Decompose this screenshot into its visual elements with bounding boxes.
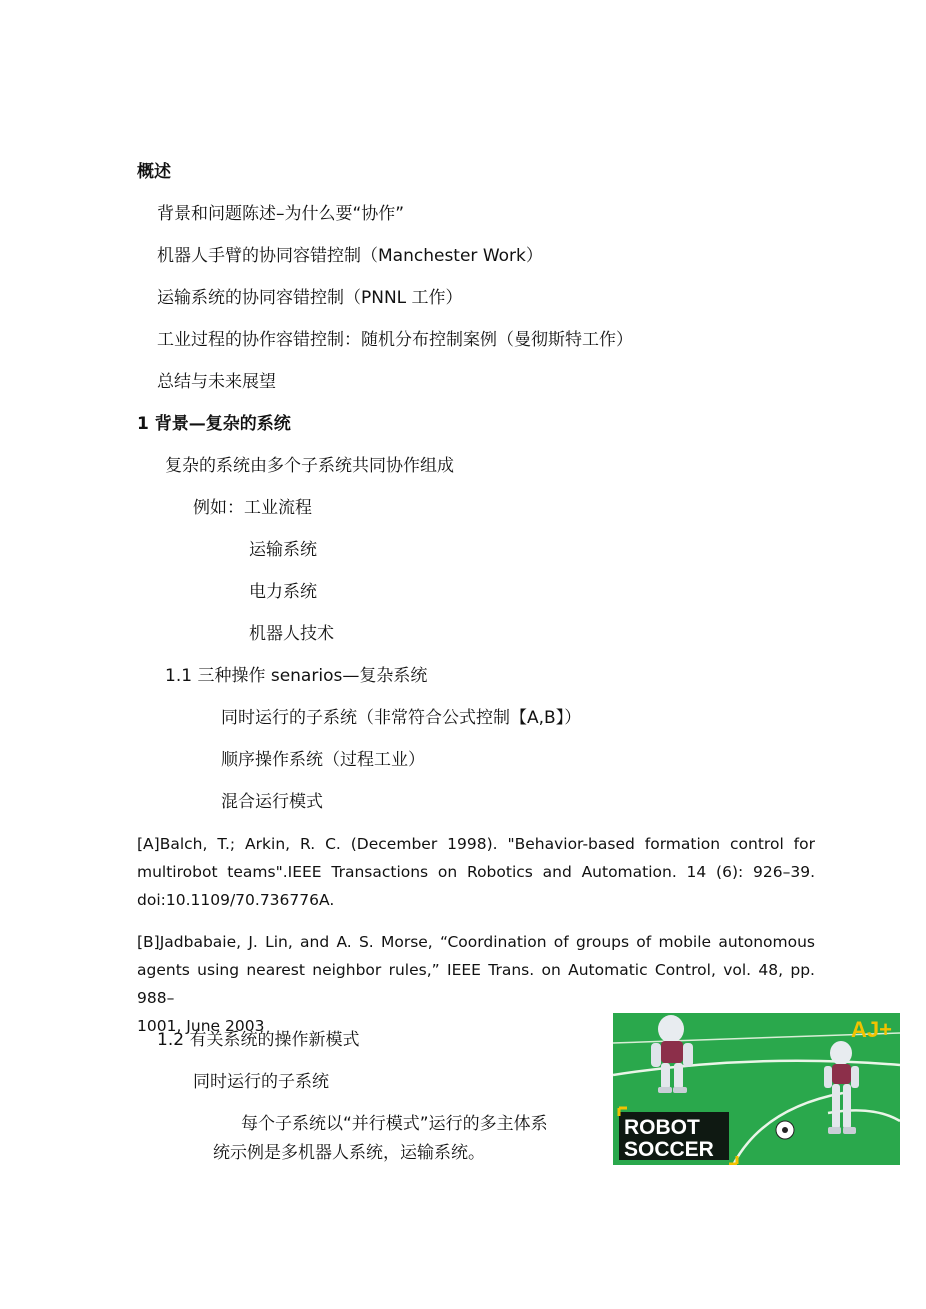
overview-item: 机器人手臂的协同容错控制（Manchester Work） [157, 246, 543, 266]
section-1-examples-label: 例如：工业流程 [193, 498, 312, 518]
section-1-2-paragraph-line: 每个子系统以“并行模式”运行的多主体系 [241, 1114, 548, 1134]
reference-a-line: doi:10.1109/70.736776A. [137, 891, 335, 909]
section-1-intro: 复杂的系统由多个子系统共同协作组成 [165, 456, 454, 476]
reference-a-line: multirobot teams".IEEE Transactions on Robotics and Automation. 14 (6): 926–39. [137, 863, 815, 881]
section-1-1-item: 同时运行的子系统（非常符合公式控制【A,B】） [221, 708, 582, 728]
reference-b-line: 1001, June 2003 [137, 1017, 265, 1035]
overview-item: 运输系统的协同容错控制（PNNL 工作） [157, 288, 463, 308]
section-1-2-heading: 1.2 有关系统的操作新模式 [157, 1030, 360, 1050]
section-1-2-paragraph-line: 统示例是多机器人系统，运输系统。 [213, 1143, 485, 1163]
robot-soccer-illustration [613, 1013, 900, 1165]
overview-item: 工业过程的协作容错控制：随机分布控制案例（曼彻斯特工作） [157, 330, 633, 350]
reference-a [137, 830, 815, 914]
overview-item: 背景和问题陈述–为什么要“协作” [157, 204, 405, 224]
robot-soccer-image [613, 1013, 900, 1165]
reference-b-line: agents using nearest neighbor rules,” IEEE Trans. on Automatic Control, vol. 48, pp. 988– [137, 961, 815, 1007]
overview-heading: 概述 [137, 162, 171, 182]
section-1-example: 运输系统 [249, 540, 317, 560]
reference-b-line: [B]Jadbabaie, J. Lin, and A. S. Morse, “Coordination of groups of mobile autonomous [137, 933, 815, 951]
caption-line-2: SOCCER [624, 1138, 714, 1161]
section-1-1-item: 混合运行模式 [221, 792, 323, 812]
overview-item: 总结与未来展望 [157, 372, 276, 392]
section-1-1-item: 顺序操作系统（过程工业） [221, 750, 425, 770]
section-1-1-heading: 1.1 三种操作 senarios—复杂系统 [165, 666, 428, 686]
section-1-heading: 1 背景—复杂的系统 [137, 414, 291, 434]
ajplus-logo: AJ+ [851, 1017, 892, 1042]
section-1-example: 电力系统 [249, 582, 317, 602]
section-1-2-subheading: 同时运行的子系统 [193, 1072, 329, 1092]
section-1-example: 机器人技术 [249, 624, 334, 644]
caption-line-1: ROBOT [624, 1116, 700, 1139]
reference-a-line: [A]Balch, T.; Arkin, R. C. (December 1998). "Behavior-based formation control for [137, 835, 815, 853]
